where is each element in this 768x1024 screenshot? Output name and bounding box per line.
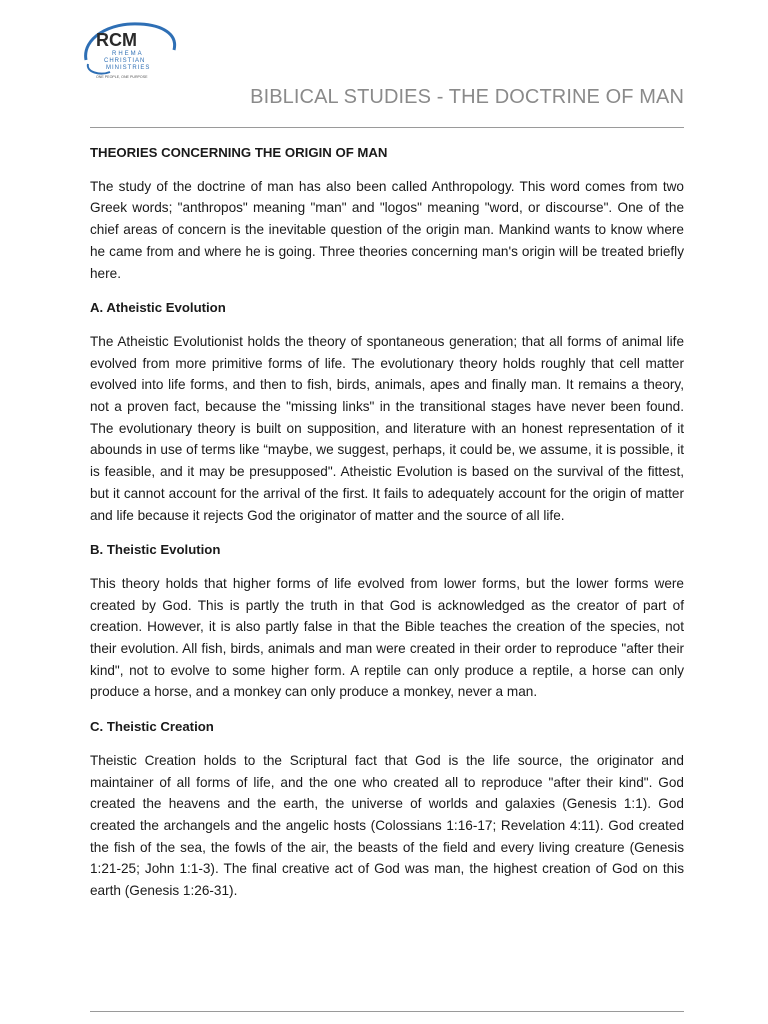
footer-divider [90,1011,684,1012]
header-divider [90,127,684,128]
logo-abbr: RCM [96,30,137,50]
section-paragraph: The study of the doctrine of man has also been called Anthropology. This word comes from two Greek words; "anthropos" meaning "man" and "logos" meaning "word, or discourse". One of the chief areas of concern is the inevitable question of the origin man. Mankind wants to know where he came from and where he is going. Three theories concerning man's origin will be treated briefly here. [90,178,684,281]
logo-line2: CHRISTIAN [104,58,146,64]
section-theistic-evolution [90,539,684,703]
rcm-logo-graphic [80,20,180,86]
rcm-logo [80,20,180,86]
section-paragraph: Theistic Creation holds to the Scriptural fact that God is the life source, the originator and maintainer of all forms of life, and the one who created all to reproduce "after their kind". God created the heavens and the earth, the universe of worlds and galaxies (Genesis 1:1). God created the archangels and the angelic hosts (Colossians 1:16-17; Revelation 4:11). God created the fish of the sea, the fowls of the air, the beasts of the field and every living creature (Genesis 1:21-25; John 1:1-3). The final creative act of God was man, the highest creation of God on this earth (Genesis 1:26-31). [90,752,684,899]
logo-line1: RHEMA [112,51,144,57]
section-atheistic-evolution [90,297,684,526]
section-origin-theories [90,142,684,284]
logo-tagline: ONE PEOPLE, ONE PURPOSE [96,75,148,79]
document-body [90,142,684,915]
section-paragraph: This theory holds that higher forms of life evolved from lower forms, but the lower forms were created by God. This is partly the truth in that God is acknowledged as the creator of part of creation. However, it is also partly false in that the Bible teaches the creation of the species, not their evolution. All fish, birds, animals and man were created in their order to reproduce "after their kind", not to evolve to some higher form. A reptile can only produce a reptile, a horse can only produce a horse, and a monkey can only produce a monkey, never a man. [90,575,684,700]
document-title: BIBLICAL STUDIES - THE DOCTRINE OF MAN [250,86,684,108]
section-heading: B. Theistic Evolution [90,542,221,558]
section-heading: C. Theistic Creation [90,719,214,735]
section-theistic-creation [90,716,684,902]
section-heading: THEORIES CONCERNING THE ORIGIN OF MAN [90,145,388,160]
section-paragraph: The Atheistic Evolutionist holds the theory of spontaneous generation; that all forms of animal life evolved from more primitive forms of life. The evolutionary theory holds roughly that cell matter evolved into life forms, and then to fish, birds, animals, apes and finally man. It remains a theory, not a proven fact, because the "missing links" in the transitional stages have never been found. The evolutionary theory is built on supposition, and literature with an honest representation of it abounds in use of terms like “maybe, we suggest, perhaps, it could be, we assume, it is possible, it is feasible, and it may be presupposed". Atheistic Evolution is based on the survival of the fittest, but it cannot account for the arrival of the first. It fails to adequately account for the origin of matter and life because it rejects God the originator of matter and the source of all life. [90,333,684,523]
section-heading: A. Atheistic Evolution [90,300,226,316]
logo-line3: MINISTRIES [106,65,151,71]
